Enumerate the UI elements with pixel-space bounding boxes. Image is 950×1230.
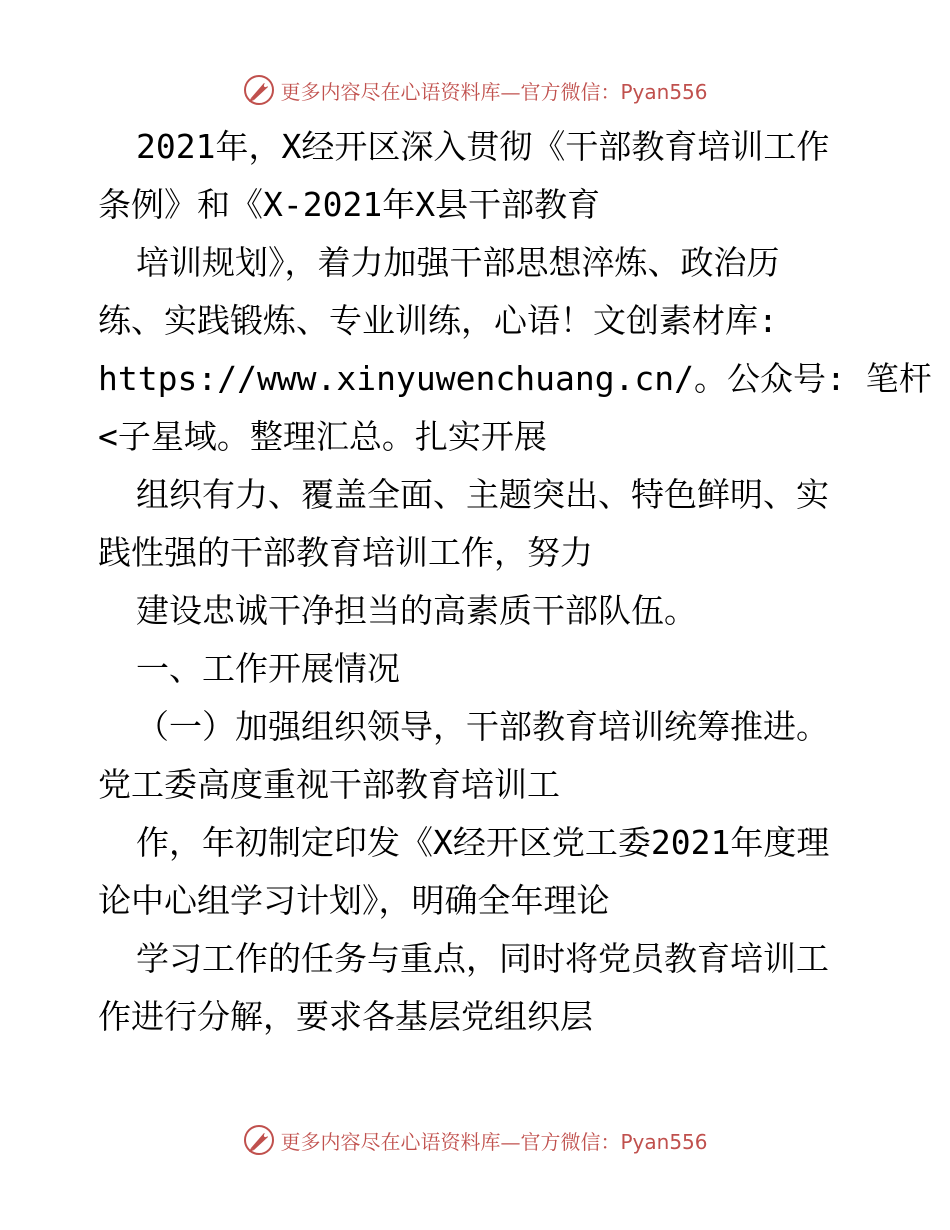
- text-line: 学习工作的任务与重点，同时将党员教育培训工: [136, 939, 829, 978]
- text-line: 践性强的干部教育培训工作，努力: [98, 533, 593, 572]
- text-line: 作进行分解，要求各基层党组织层: [98, 997, 593, 1036]
- text-line: 组织有力、覆盖全面、主题突出、特色鲜明、实: [136, 475, 829, 514]
- text-line: 论中心组学习计划》，明确全年理论: [98, 881, 610, 920]
- watermark-text: 更多内容尽在心语资料库—官方微信：Pyan556: [280, 1129, 708, 1154]
- text-line: 党工委高度重视干部教育培训工: [98, 765, 560, 804]
- text-line: 作，年初制定印发《X经开区党工委2021年度理: [136, 823, 830, 862]
- watermark-header: [0, 70, 950, 110]
- text-line: 条例》和《X-2021年X县干部教育: [98, 185, 601, 224]
- pen-nib-logo-icon: [242, 1123, 276, 1157]
- text-line: 2021年，X经开区深入贯彻《干部教育培训工作: [136, 127, 830, 166]
- document-body: [98, 118, 932, 1046]
- text-line: （一）加强组织领导，干部教育培训统筹推进。: [136, 707, 829, 746]
- watermark-footer: [0, 1120, 950, 1160]
- watermark-text: 更多内容尽在心语资料库—官方微信：Pyan556: [280, 79, 708, 104]
- text-line: 培训规划》，着力加强干部思想淬炼、政治历: [136, 243, 780, 282]
- pen-nib-logo-icon: [242, 73, 276, 107]
- text-line: 练、实践锻炼、专业训练，心语！文创素材库:: [98, 301, 778, 340]
- text-line: 建设忠诚干净担当的高素质干部队伍。: [136, 591, 697, 630]
- text-line: 一、工作开展情况: [136, 649, 400, 688]
- text-line: https://www.xinyuwenchuang.cn/。公众号: 笔杆: [98, 359, 932, 398]
- text-line: <子星域。整理汇总。扎实开展: [98, 417, 547, 456]
